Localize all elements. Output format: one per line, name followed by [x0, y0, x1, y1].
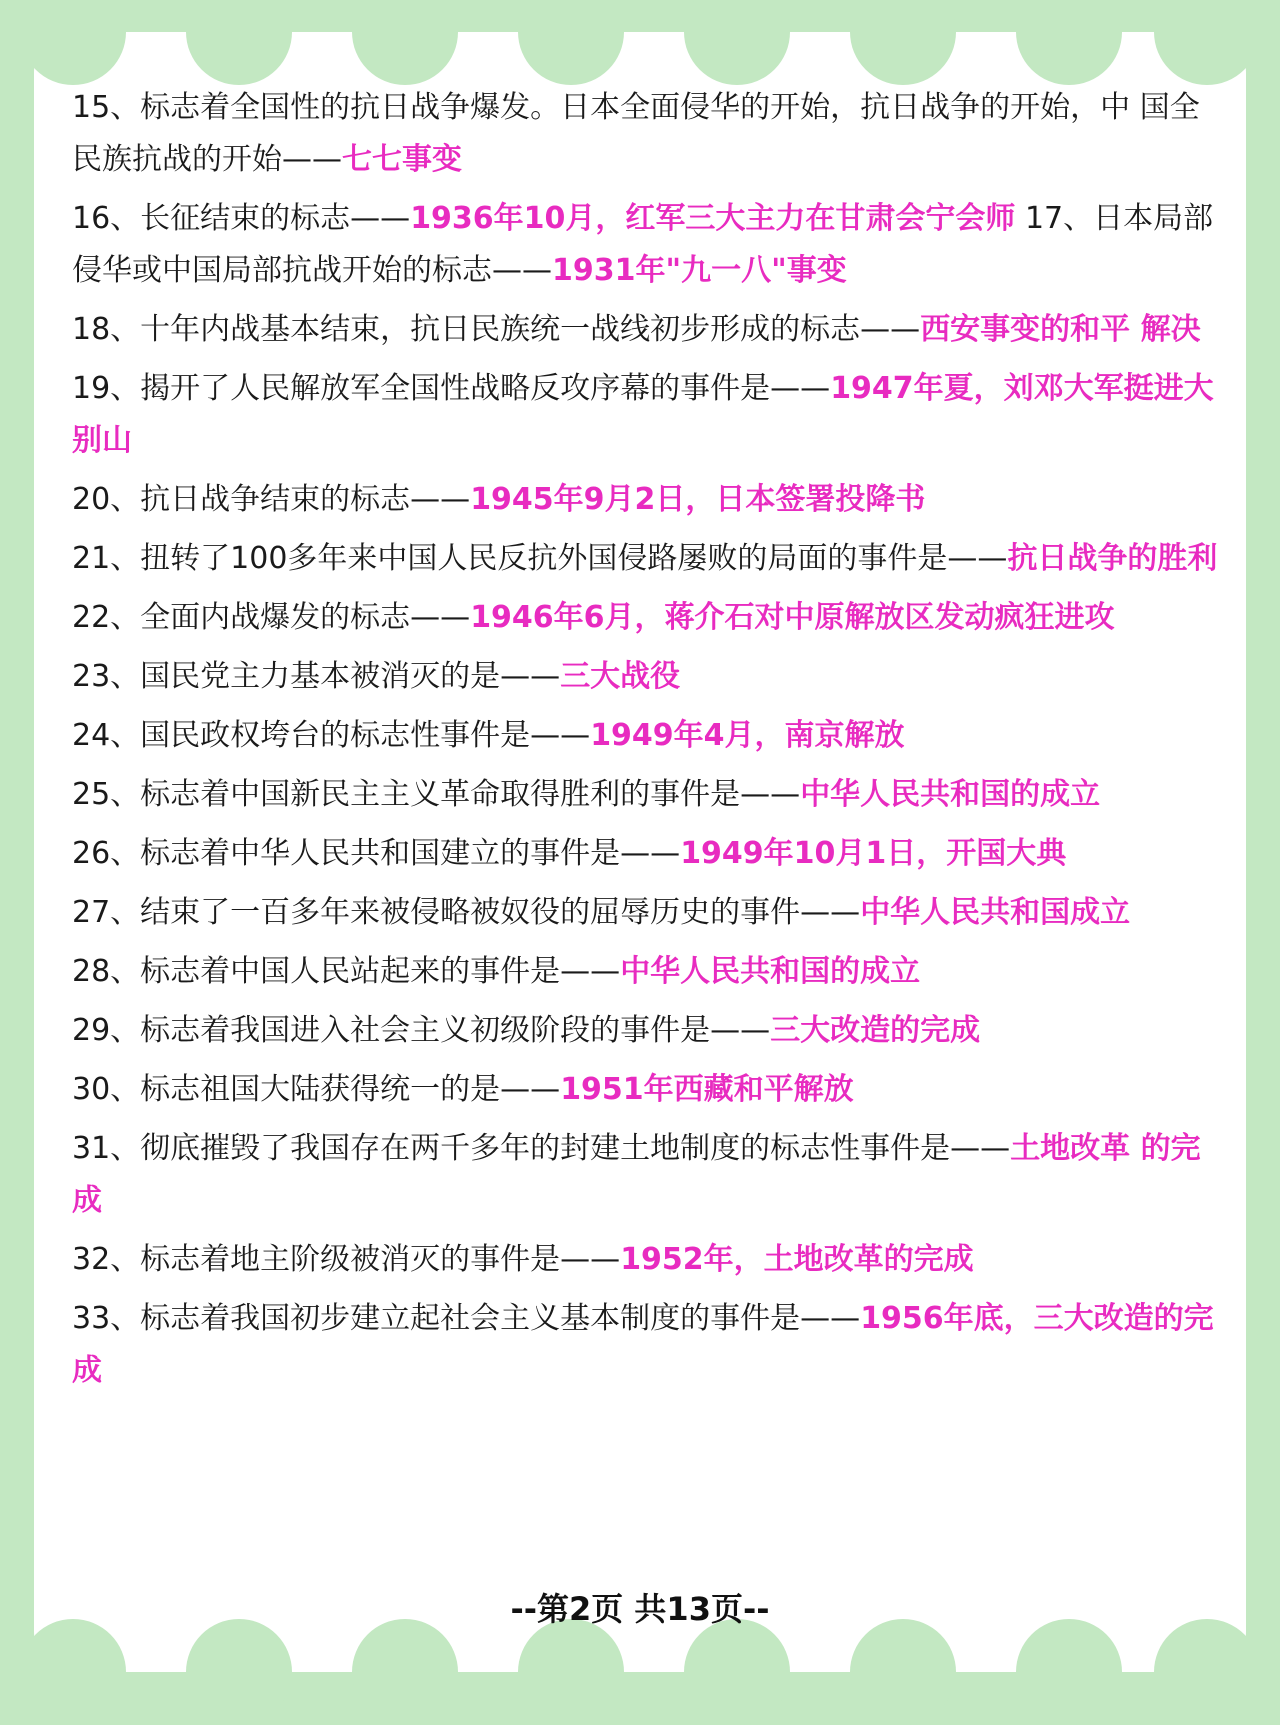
list-item — [72, 1293, 1220, 1397]
answer-text: 三大战役 — [560, 659, 681, 694]
list-item — [72, 887, 1220, 939]
scallop-decoration — [684, 0, 790, 85]
list-item — [72, 710, 1220, 762]
scallop-decoration — [186, 1619, 292, 1725]
scallop-decoration — [1154, 0, 1260, 85]
scallop-decoration — [1016, 0, 1122, 85]
scallop-decoration — [352, 1619, 458, 1725]
question-text: 26、标志着中华人民共和国建立的事件是—— — [72, 836, 681, 871]
scallop-decoration — [850, 1619, 956, 1725]
list-item — [72, 193, 1220, 297]
page-number: --第2页 共13页-- — [510, 1590, 770, 1628]
question-text: 16、长征结束的标志—— — [72, 201, 411, 236]
list-item — [72, 828, 1220, 880]
list-item — [72, 304, 1220, 356]
answer-text: 1949年4月，南京解放 — [590, 718, 905, 753]
list-item — [72, 474, 1220, 526]
list-item — [72, 769, 1220, 821]
scallop-decoration — [1016, 1619, 1122, 1725]
answer-text: 1951年西藏和平解放 — [560, 1072, 854, 1107]
scallop-decoration — [20, 1619, 126, 1725]
list-item — [72, 1005, 1220, 1057]
answer-text: 1946年6月，蒋介石对中原解放区发动疯狂进攻 — [470, 600, 1115, 635]
question-text: 23、国民党主力基本被消灭的是—— — [72, 659, 561, 694]
question-text: 31、彻底摧毁了我国存在两千多年的封建土地制度的标志性事件是—— — [72, 1131, 1011, 1166]
list-item — [72, 533, 1220, 585]
question-text: 18、十年内战基本结束，抗日民族统一战线初步形成的标志—— — [72, 312, 921, 347]
answer-text: 中华人民共和国成立 — [860, 895, 1131, 930]
list-item — [72, 1234, 1220, 1286]
answer-text: 七七事变 — [342, 142, 462, 177]
list-item — [72, 592, 1220, 644]
question-text: 25、标志着中国新民主主义革命取得胜利的事件是—— — [72, 777, 801, 812]
scallop-decoration — [684, 1619, 790, 1725]
answer-text: 1936年10月，红军三大主力在甘肃会宁会师 — [410, 201, 1016, 236]
scallop-decoration — [20, 0, 126, 85]
question-text: 21、扭转了100多年来中国人民反抗外国侵路屡败的局面的事件是—— — [72, 541, 1008, 576]
list-item — [72, 651, 1220, 703]
question-text: 22、全面内战爆发的标志—— — [72, 600, 471, 635]
question-list — [72, 82, 1220, 1404]
answer-text: 西安事变的和平 解决 — [920, 312, 1201, 347]
answer-text: 抗日战争的胜利 — [1007, 541, 1218, 576]
scallop-decoration — [518, 1619, 624, 1725]
scallop-decoration — [518, 0, 624, 85]
list-item — [72, 363, 1220, 467]
answer-text: 中华人民共和国的成立 — [620, 954, 921, 989]
question-text: 24、国民政权垮台的标志性事件是—— — [72, 718, 591, 753]
list-item — [72, 82, 1220, 186]
answer-text: 1952年，土地改革的完成 — [620, 1242, 974, 1277]
answer-text: 三大改造的完成 — [770, 1013, 981, 1048]
question-text: 30、标志祖国大陆获得统一的是—— — [72, 1072, 561, 1107]
answer-text: 1949年10月1日，开国大典 — [680, 836, 1067, 871]
question-text: 28、标志着中国人民站起来的事件是—— — [72, 954, 621, 989]
question-text: 20、抗日战争结束的标志—— — [72, 482, 471, 517]
answer-text: 中华人民共和国的成立 — [800, 777, 1101, 812]
scallop-decoration — [186, 0, 292, 85]
answer-text: 1947年夏，刘邓大军挺进大别山 — [72, 371, 1214, 458]
list-item — [72, 1064, 1220, 1116]
question-text: 15、标志着全国性的抗日战争爆发。日本全面侵华的开始，抗日战争的开始，中 国全民族抗战的开始—— — [72, 90, 1200, 177]
scallop-decoration — [352, 0, 458, 85]
answer-text: 1945年9月2日，日本签署投降书 — [470, 482, 926, 517]
question-text: 32、标志着地主阶级被消灭的事件是—— — [72, 1242, 621, 1277]
question-text: 27、结束了一百多年来被侵略被奴役的屈辱历史的事件—— — [72, 895, 861, 930]
answer-text: 1956年底，三大改造的完成 — [72, 1301, 1214, 1388]
list-item — [72, 1123, 1220, 1227]
answer-text: 1931年"九一八"事变 — [552, 253, 847, 288]
list-item — [72, 946, 1220, 998]
scallop-decoration — [1154, 1619, 1260, 1725]
question-text: 17、日本局部侵华或中国局部抗战开始的标志—— — [72, 201, 1214, 288]
scallop-decoration — [850, 0, 956, 85]
question-text: 29、标志着我国进入社会主义初级阶段的事件是—— — [72, 1013, 771, 1048]
question-text: 19、揭开了人民解放军全国性战略反攻序幕的事件是—— — [72, 371, 831, 406]
answer-text: 土地改革 的完成 — [72, 1131, 1201, 1218]
question-text: 33、标志着我国初步建立起社会主义基本制度的事件是—— — [72, 1301, 861, 1336]
